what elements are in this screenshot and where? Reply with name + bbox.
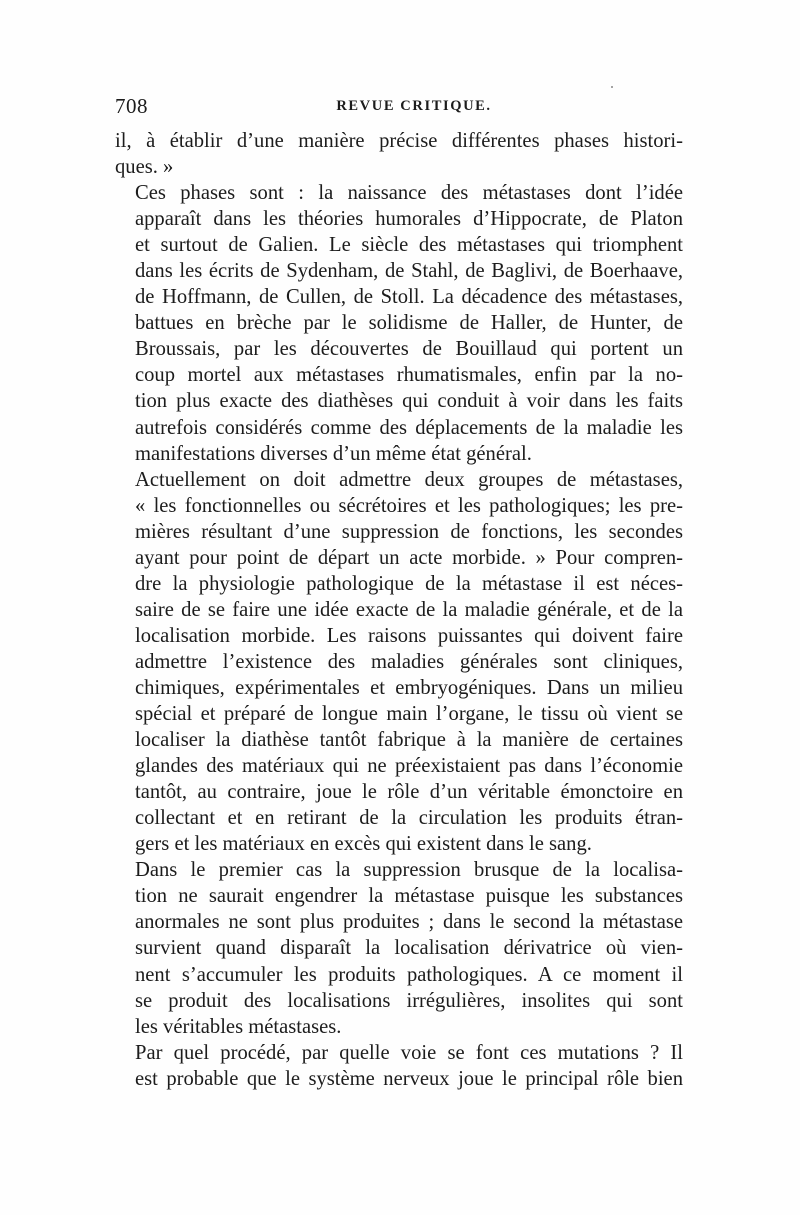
running-title: REVUE CRITIQUE. bbox=[336, 98, 492, 114]
text-line: spécial et préparé de longue main l’organe, le tissu où vient se bbox=[135, 703, 683, 726]
text-line: survient quand disparaît la localisation dérivatrice où vien- bbox=[135, 937, 683, 960]
text-line: gers et les matériaux en excès qui existent dans le sang. bbox=[135, 833, 592, 856]
text-line: apparaît dans les théories humorales d’Hippocrate, de Platon bbox=[135, 208, 683, 231]
text-line: tion plus exacte des diathèses qui conduit à voir dans les faits bbox=[135, 390, 683, 413]
text-line: nent s’accumuler les produits pathologiques. A ce moment il bbox=[135, 963, 683, 986]
text-line: de Hoffmann, de Cullen, de Stoll. La décadence des métastases, bbox=[135, 286, 683, 309]
text-line: ayant pour point de départ un acte morbide. » Pour compren- bbox=[135, 546, 683, 569]
text-line: localisation morbide. Les raisons puissantes qui doivent faire bbox=[135, 624, 683, 647]
text-line: admettre l’existence des maladies générales sont cliniques, bbox=[135, 650, 683, 673]
text-line: dre la physiologie pathologique de la métastase il est néces- bbox=[135, 572, 683, 595]
paragraph bbox=[115, 180, 683, 467]
text-line: et surtout de Galien. Le siècle des métastases qui triomphent bbox=[135, 234, 683, 257]
text-line: Broussais, par les découvertes de Bouillaud qui portent un bbox=[135, 338, 683, 361]
text-line: tion ne saurait engendrer la métastase puisque les substances bbox=[135, 885, 683, 908]
text-line: « les fonctionnelles ou sécrétoires et les pathologiques; les pre- bbox=[135, 494, 683, 517]
running-head bbox=[115, 94, 683, 122]
text-line: chimiques, expérimentales et embryogéniques. Dans un milieu bbox=[135, 676, 683, 699]
text-line: Dans le premier cas la suppression brusque de la localisa- bbox=[135, 859, 683, 882]
text-line: est probable que le système nerveux joue le principal rôle bien bbox=[135, 1067, 683, 1090]
text-line: localiser la diathèse tantôt fabrique à la manière de certaines bbox=[135, 729, 683, 752]
text-line: Actuellement on doit admettre deux groupes de métastases, bbox=[135, 468, 683, 491]
text-line: Ces phases sont : la naissance des métastases dont l’idée bbox=[135, 182, 683, 205]
page-number: 708 bbox=[115, 94, 148, 118]
text-line: anormales ne sont plus produites ; dans le second la métastase bbox=[135, 911, 683, 934]
text-line: les véritables métastases. bbox=[135, 1015, 342, 1038]
paragraph bbox=[115, 1040, 683, 1092]
text-line: dans les écrits de Sydenham, de Stahl, de Baglivi, de Boerhaave, bbox=[135, 260, 683, 283]
paragraph bbox=[115, 857, 683, 1039]
text-line: saire de se faire une idée exacte de la maladie générale, et de la bbox=[135, 598, 683, 621]
text-line: mières résultant d’une suppression de fonctions, les secondes bbox=[135, 520, 683, 543]
print-speck bbox=[611, 86, 613, 88]
paragraph bbox=[115, 467, 683, 858]
text-line: Par quel procédé, par quelle voie se font ces mutations ? Il bbox=[135, 1041, 683, 1064]
text-line: battues en brèche par le solidisme de Haller, de Hunter, de bbox=[135, 312, 683, 335]
text-line: tantôt, au contraire, joue le rôle d’un véritable émonctoire en bbox=[135, 781, 683, 804]
text-line: autrefois considérés comme des déplacements de la maladie les bbox=[135, 416, 683, 439]
body-text bbox=[115, 128, 683, 1092]
text-line: glandes des matériaux qui ne préexistaient pas dans l’économie bbox=[135, 755, 683, 778]
text-line: collectant et en retirant de la circulation les produits étran- bbox=[135, 807, 683, 830]
text-line: coup mortel aux métastases rhumatismales, enfin par la no- bbox=[135, 364, 683, 387]
text-line: se produit des localisations irrégulières, insolites qui sont bbox=[135, 989, 683, 1012]
text-line: ques. » bbox=[115, 156, 174, 179]
text-line: manifestations diverses d’un même état général. bbox=[135, 442, 532, 465]
text-line: il, à établir d’une manière précise différentes phases histori- bbox=[115, 130, 683, 152]
paragraph bbox=[115, 128, 683, 180]
